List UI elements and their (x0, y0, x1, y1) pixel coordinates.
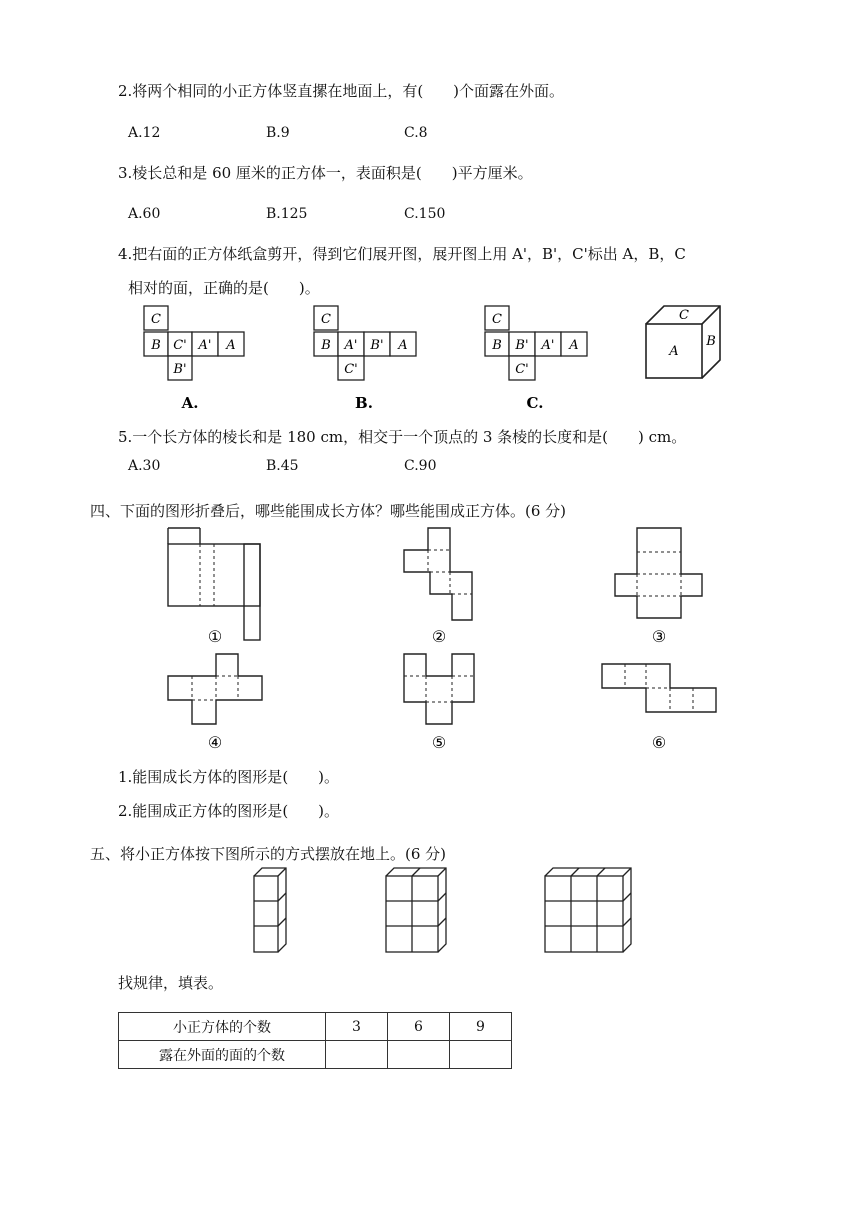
section-4-nets (0, 520, 860, 760)
net-c-cell-2: B (492, 338, 502, 353)
net-b-cell-6: C' (344, 362, 358, 377)
count-cell-2: 6 (388, 1013, 450, 1041)
table-row (119, 1041, 512, 1069)
cube-front-label: A (669, 344, 679, 359)
question-4-line2: 相对的面，正确的是( )。 (128, 279, 320, 297)
net-label-4: ④ (207, 733, 223, 752)
net-5[interactable] (404, 654, 474, 724)
net-c-cell-5: A (569, 338, 579, 353)
stack-2 (386, 868, 446, 952)
net-b-cell-1: C (321, 312, 331, 327)
net-c-cell-6: C' (515, 362, 529, 377)
net-b-cell-2: B (321, 338, 331, 353)
net-a-cell-3: C' (173, 338, 187, 353)
stack-3 (545, 868, 631, 952)
net-4[interactable] (168, 654, 262, 724)
section-5-title: 五、将小正方体按下图所示的方式摆放在地上。(6 分) (90, 845, 447, 863)
net-a-cell-1: C (151, 312, 161, 327)
answer-cell-1[interactable] (326, 1041, 388, 1069)
net-c-caption: C. (526, 394, 544, 412)
net-c-cell-1: C (492, 312, 502, 327)
q4-figures (0, 300, 860, 416)
q3-option-b[interactable]: B.125 (266, 206, 308, 222)
net-label-6: ⑥ (651, 733, 667, 752)
row2-label: 露在外面的面的个数 (119, 1041, 326, 1069)
question-2-text: 2.将两个相同的小正方体竖直摞在地面上，有( )个面露在外面。 (118, 82, 565, 100)
row1-label: 小正方体的个数 (119, 1013, 326, 1041)
section-4-question-2: 2.能围成正方体的图形是( )。 (118, 802, 340, 820)
question-5-text: 5.一个长方体的棱长和是 180 cm，相交于一个顶点的 3 条棱的长度和是( ) cm。 (118, 428, 687, 446)
question-3-text: 3.棱长总和是 60 厘米的正方体一，表面积是( )平方厘米。 (118, 164, 533, 182)
net-2[interactable] (404, 528, 472, 620)
net-a-cell-4: A' (198, 338, 212, 353)
cube-right-label: B (706, 334, 716, 349)
q2-option-a[interactable]: A.12 (128, 125, 161, 141)
q5-option-c[interactable]: C.90 (404, 458, 437, 474)
cube-top-label: C (679, 308, 689, 323)
net-a-cell-6: B' (173, 362, 187, 377)
net-label-3: ③ (651, 627, 667, 646)
net-c-cell-3: B' (515, 338, 529, 353)
answer-cell-2[interactable] (388, 1041, 450, 1069)
q2-option-b[interactable]: B.9 (266, 125, 290, 141)
net-c-cell-4: A' (541, 338, 555, 353)
net-b-cell-4: B' (370, 338, 384, 353)
net-b-cell-5: A (398, 338, 408, 353)
net-label-5: ⑤ (431, 733, 447, 752)
net-3[interactable] (615, 528, 702, 618)
net-b-cell-3: A' (344, 338, 358, 353)
net-label-2: ② (431, 627, 447, 646)
net-label-1: ① (207, 627, 223, 646)
count-cell-3: 9 (450, 1013, 512, 1041)
stack-1 (254, 868, 286, 952)
section-4-question-1: 1.能围成长方体的图形是( )。 (118, 768, 340, 786)
q2-option-c[interactable]: C.8 (404, 125, 428, 141)
net-b-caption: B. (355, 394, 373, 412)
net-a-cell-2: B (151, 338, 161, 353)
section-4-title: 四、下面的图形折叠后，哪些能围成长方体？哪些能围成正方体。(6 分) (90, 502, 567, 520)
q3-option-a[interactable]: A.60 (128, 206, 161, 222)
question-4-line1: 4.把右面的正方体纸盒剪开，得到它们展开图，展开图上用 A'，B'，C'标出 A，B，C (118, 245, 686, 263)
table-row (119, 1013, 512, 1041)
cube-stacks (0, 862, 860, 962)
q3-option-c[interactable]: C.150 (404, 206, 446, 222)
section-5-instruction: 找规律，填表。 (118, 974, 224, 992)
net-a-caption: A. (181, 394, 199, 412)
count-cell-1: 3 (326, 1013, 388, 1041)
net-a-cell-5: A (226, 338, 236, 353)
pattern-table (118, 1012, 512, 1069)
q5-option-b[interactable]: B.45 (266, 458, 299, 474)
q5-option-a[interactable]: A.30 (128, 458, 161, 474)
answer-cell-3[interactable] (450, 1041, 512, 1069)
